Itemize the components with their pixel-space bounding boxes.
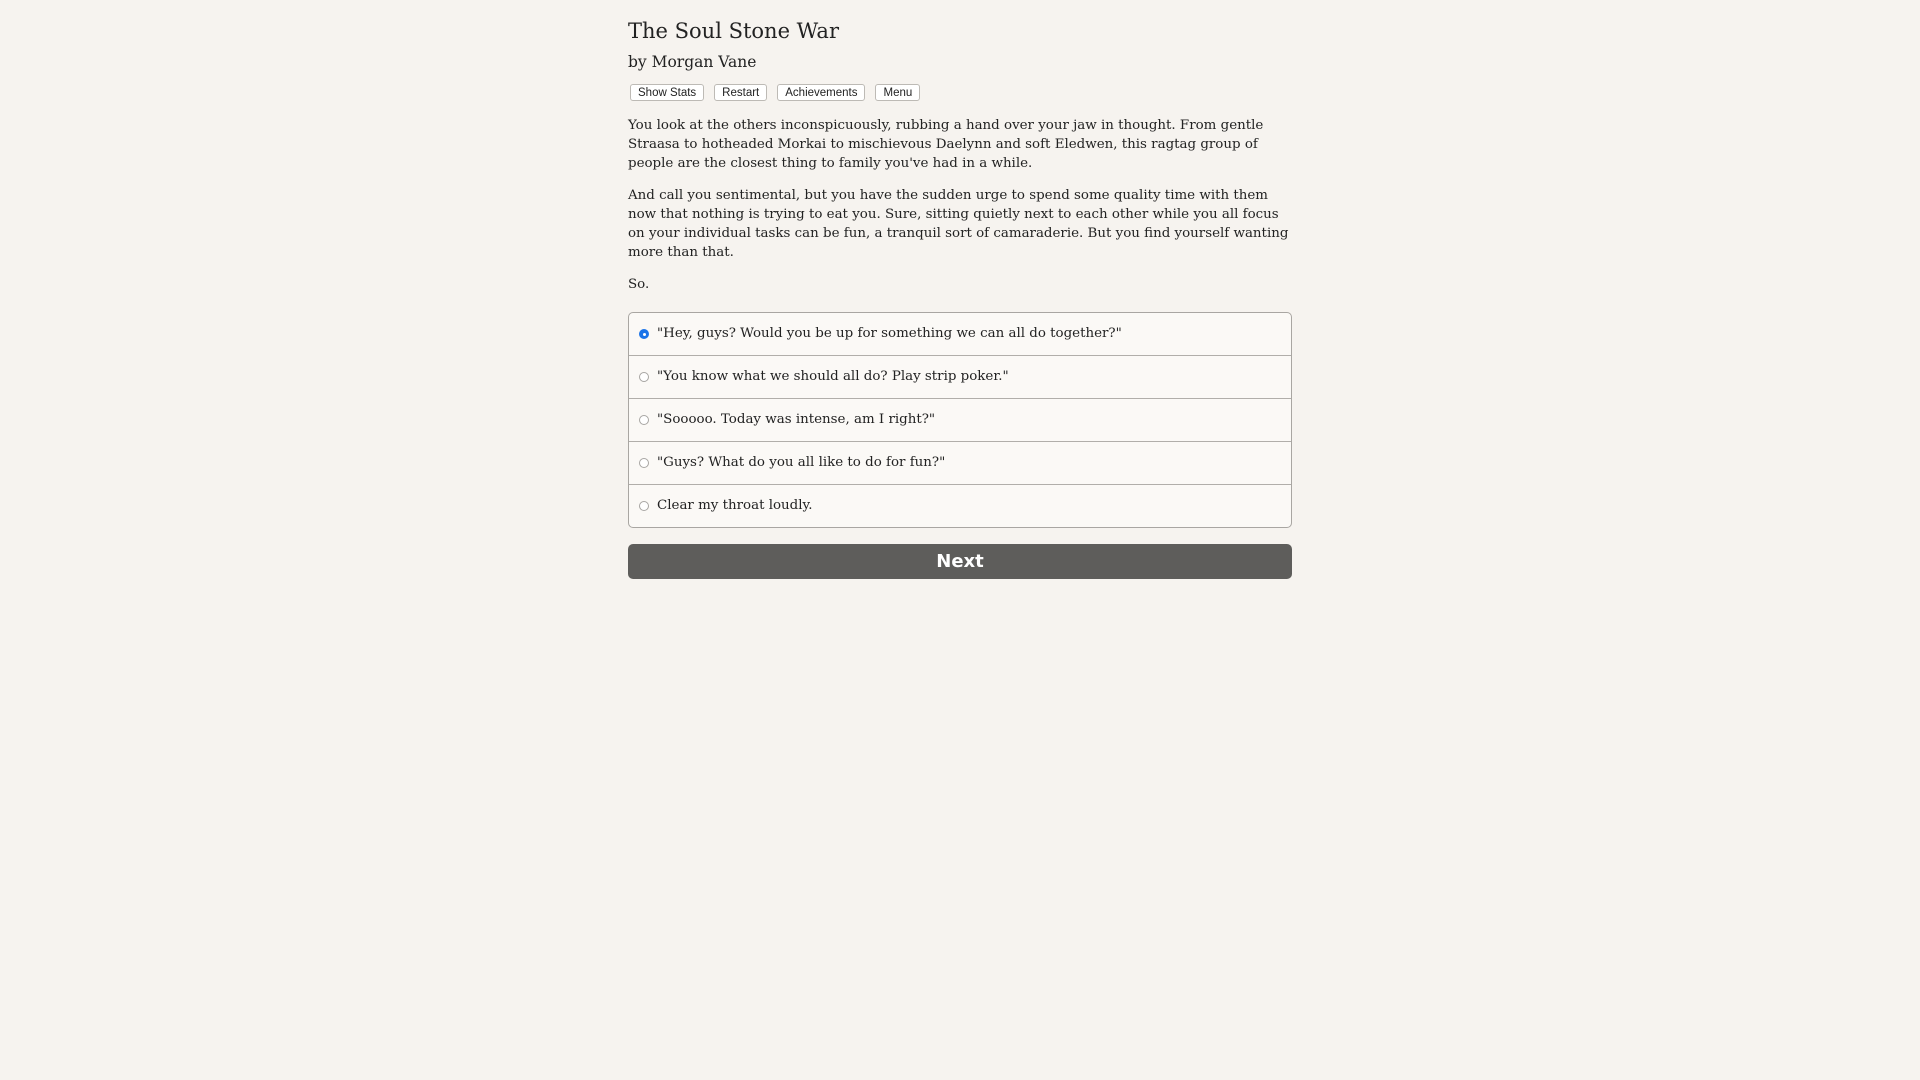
achievements-button[interactable]: Achievements [777, 84, 865, 101]
choice-option-2[interactable] [629, 355, 1291, 398]
menu-button[interactable]: Menu [875, 84, 920, 101]
choice-label: "Guys? What do you all like to do for fun?" [657, 455, 946, 470]
radio-button[interactable] [639, 372, 649, 382]
choice-label: "Hey, guys? Would you be up for something we can all do together?" [657, 326, 1122, 341]
radio-button[interactable] [639, 415, 649, 425]
game-author: by Morgan Vane [628, 53, 757, 71]
next-button[interactable]: Next [628, 544, 1292, 579]
radio-button[interactable] [639, 458, 649, 468]
game-title: The Soul Stone War [628, 19, 839, 43]
choice-option-4[interactable] [629, 441, 1291, 484]
restart-button[interactable]: Restart [714, 84, 767, 101]
choice-label: "Sooooo. Today was intense, am I right?" [657, 412, 936, 427]
choice-list [628, 312, 1292, 528]
choice-option-1[interactable] [629, 313, 1291, 355]
radio-button[interactable] [639, 329, 649, 339]
toolbar [628, 84, 1292, 101]
radio-button[interactable] [639, 501, 649, 511]
choice-label: Clear my throat loudly. [657, 498, 813, 513]
show-stats-button[interactable]: Show Stats [630, 84, 704, 101]
story-paragraph: You look at the others inconspicuously, rubbing a hand over your jaw in thought. From gentle Straasa to hotheaded Morkai to mischievous Daelynn and soft Eledwen, this ragtag group of people are the closest thing to family you've had in a while. [628, 118, 1264, 171]
story-paragraph: And call you sentimental, but you have the sudden urge to spend some quality time with them now that nothing is trying to eat you. Sure, sitting quietly next to each other while you all focus on your individual tasks can be fun, a tranquil sort of camaraderie. But you find yourself wanting more than that. [628, 188, 1289, 260]
story-text [628, 116, 1292, 294]
choice-option-5[interactable] [629, 484, 1291, 527]
game-container [628, 18, 1292, 579]
choice-label: "You know what we should all do? Play strip poker." [657, 369, 1009, 384]
choice-option-3[interactable] [629, 398, 1291, 441]
story-paragraph: So. [628, 277, 650, 292]
